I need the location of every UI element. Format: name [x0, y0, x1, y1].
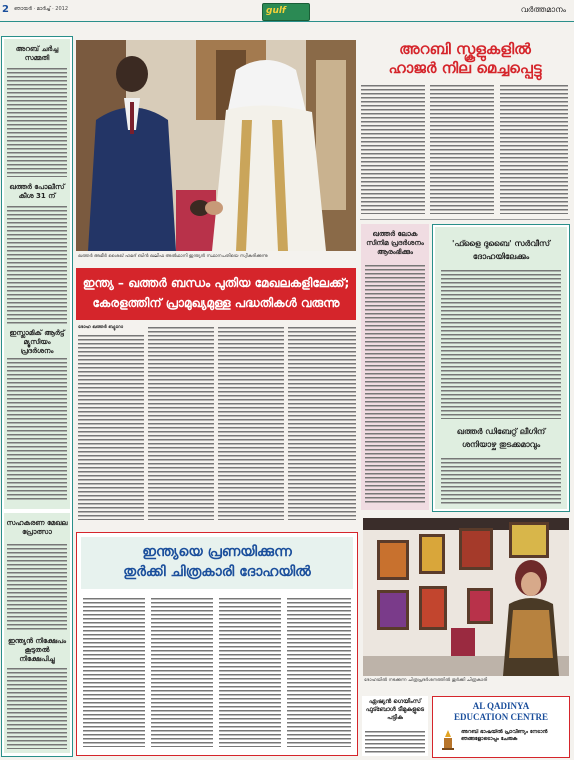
lead-body-col3 [218, 326, 284, 520]
turkish-painter-headline-line1: ഇന്ത്യയെ പ്രണയിക്കുന്ന [142, 544, 292, 560]
right-stories-box [432, 224, 570, 512]
page-number: 2 [2, 4, 9, 15]
lead-photo-caption: ഖത്തർ അമീർ ശൈഖ് ഹമദ് ബിൻ ഖലീഫ അൽഥാനി ഇന്ത്യൻ സ്ഥാനപതിയെ സ്വീകരിക്കുന്നു [78, 254, 268, 259]
painter-photo [363, 518, 569, 676]
left-briefs-column [1, 36, 73, 757]
left-brief-title: ഖത്തർ പോലീസ് കീശ 31 ന് [9, 183, 65, 200]
right-story-body [441, 457, 561, 505]
lamp-icon [439, 729, 457, 751]
lead-photo-image [76, 40, 356, 251]
lead-headline-bar [76, 268, 356, 320]
arabic-schools-body-col1 [361, 84, 425, 214]
arabic-schools-headline-line1: അറബി സ്കൂളുകളിൽ [399, 40, 531, 58]
ad-name-line2: EDUCATION CENTRE [453, 712, 549, 722]
ad-name-line1: AL QADINYA [472, 701, 530, 711]
left-brief-body [7, 205, 67, 325]
turkish-painter-body-col4 [287, 597, 351, 747]
turkish-painter-body-col3 [219, 597, 281, 747]
bottom-middle-brief-body [365, 730, 425, 754]
lead-body-col2 [148, 326, 214, 520]
bottom-middle-brief [362, 696, 428, 756]
middle-brief [361, 224, 429, 510]
section-divider [360, 219, 570, 220]
left-brief-body [7, 357, 67, 502]
bottom-middle-brief-title: ഏഷ്യൻ ഗെയിംസ് ഫുട്ബോൾ ടീമുകളുടെ പട്ടിക [365, 698, 425, 721]
right-story-title: 'ഫ്ളൈ ദുബൈ' സർവീസ് ദോഹയിലേക്കും [452, 239, 550, 261]
left-brief-title: സഹകരണ മേഖല പ്രോത്സാ [6, 519, 68, 536]
lead-photo [76, 40, 356, 251]
arabic-schools-headline [362, 40, 568, 78]
middle-brief-title: ഖത്തർ ലോക സിനിമ പ്രദർശനം ആരംഭിക്കും [366, 230, 424, 256]
section-name: വർത്തമാനം [520, 5, 566, 14]
left-brief-body [7, 667, 67, 749]
left-brief-title: ഇന്ത്യൻ നിക്ഷേപം കൂടുതൽ നിക്ഷേപിച്ചു [7, 637, 67, 663]
header-rule [0, 21, 574, 22]
left-brief-title: അറബ് ചർച്ച സമ്മതി [15, 45, 59, 62]
turkish-painter-box [76, 532, 358, 756]
turkish-painter-headline-line2: തുർക്കി ചിത്രകാരി ദോഹയിൽ [123, 564, 311, 580]
arabic-schools-headline-line2: ഹാജർ നില മെച്ചപ്പെട്ടു [388, 59, 542, 77]
ad-tagline: അറബി ഭാഷയിൽ പ്രാവീണ്യം നേടാൻ ഞങ്ങളോടൊപ്പം ചേരുക [461, 729, 548, 742]
lead-byline: ദോഹ ഖത്തർ ബ്യൂറോ [78, 325, 123, 330]
right-story-title: ഖത്തർ ഡിബേറ്റ് ലീഗിന് ശനിയാഴ്ച തുടക്കമാവും [456, 427, 546, 449]
arabic-schools-body-col3 [500, 84, 568, 214]
painter-photo-image [363, 518, 569, 676]
masthead-logo [262, 3, 310, 21]
turkish-painter-body-col1 [83, 597, 145, 747]
lead-headline-line2: കേരളത്തിന് പ്രാമുഖ്യമുള്ള പദ്ധതികൾ വരുന്നു [92, 296, 340, 310]
turkish-painter-body-col2 [151, 597, 213, 747]
arabic-schools-body-col2 [430, 84, 494, 214]
lead-headline-line1: ഇന്ത്യ – ഖത്തർ ബന്ധം പുതിയ മേഖലകളിലേക്ക്; [82, 276, 350, 290]
left-brief-body [7, 543, 67, 631]
advertisement [432, 696, 570, 758]
lead-body-col1 [78, 334, 144, 520]
left-brief-body [7, 67, 67, 177]
date-line: ഞായർ · മാർച്ച് · 2012 [14, 6, 69, 12]
middle-brief-body [365, 264, 425, 504]
page-header [0, 0, 574, 22]
lead-body-col4 [288, 326, 356, 520]
right-story-body [441, 269, 561, 419]
masthead-logo-text: gulf [266, 6, 286, 16]
painter-photo-caption: ദോഹയിൽ നടക്കുന്ന ചിത്രപ്രദർശനത്തിൽ തുർക്കി ചിത്രകാരി [364, 678, 488, 683]
left-brief-title: ഇസ്ലാമിക് ആർട്ട് മ്യൂസിയം പ്രദർശനം [9, 329, 65, 355]
